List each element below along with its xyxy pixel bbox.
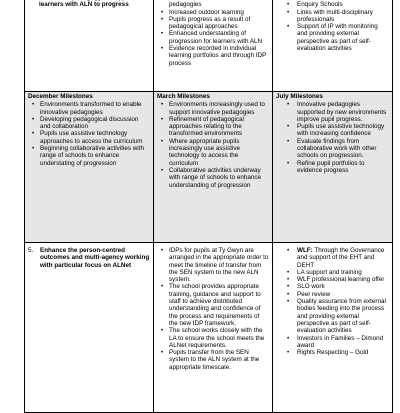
- list-item: • LA support and training: [276, 269, 389, 276]
- list-item: • Evidence recorded in individual learning portfolios and through IDP process: [157, 45, 269, 67]
- list-item: • Innovative pedagogies supported by new environments improve pupil progress.: [276, 101, 389, 123]
- list-item: • SLO work: [276, 283, 389, 290]
- list-item: • Quality assurance from external bodies feeding into the process and providing external perspective as part of self-evaluation activities: [276, 298, 389, 334]
- list-item: • Environments transformed to enable innovative pedagogies: [28, 101, 150, 116]
- list-item: • Pupils progress as a result of pedagogical approaches: [157, 16, 269, 31]
- december-milestones-heading: December Milestones: [28, 93, 93, 100]
- july-milestones-heading: July Milestones: [276, 93, 323, 100]
- objective-number: 5.: [28, 247, 34, 254]
- list-item: • Refinement of pedagogical approaches relating to the transformed environments: [157, 116, 269, 138]
- list-item: • Pupils use assistive technology approaches to access the curriculum: [28, 130, 150, 145]
- list-item: • Pupils transfer from the SEN system to the ALN system at the appropriate timescale.: [157, 349, 269, 371]
- list-item: • Links with multi-disciplinary professionals: [276, 9, 389, 24]
- resources-5-list: [276, 269, 389, 357]
- table-row: [25, 243, 393, 413]
- objective-text: learners with ALN to progress: [39, 1, 129, 9]
- list-item: • WLF professional learning offer: [276, 276, 389, 283]
- table-row: [25, 92, 393, 243]
- objective-cell: [25, 0, 154, 92]
- success-criteria-5-cell: [154, 243, 273, 413]
- list-item: • Support of IP with monitoring and providing external perspective as part of self-evaluation activities: [276, 23, 389, 52]
- list-item: • pedagogies: [157, 0, 269, 9]
- list-item: • Peer review: [276, 291, 389, 298]
- objective-5-cell: [25, 243, 154, 413]
- success-criteria-cell: [154, 0, 273, 92]
- list-item: • Rights Respecting – Gold: [276, 349, 389, 356]
- list-item: • Environments increasingly used to support innovative pedagogies: [157, 101, 269, 116]
- march-milestones-heading: March Milestones: [157, 93, 210, 100]
- plan-table: [24, 0, 393, 413]
- success-criteria-list: [157, 0, 269, 67]
- list-item: • Collaborative activities underway with range of schools to enhance understanding of progression: [157, 167, 269, 189]
- wlf-lead: WLF:: [297, 247, 313, 254]
- march-milestones-cell: [154, 92, 273, 243]
- resources-list: [276, 1, 389, 52]
- list-item: • Evaluate findings from collaborative work with other schools on progression.: [276, 138, 389, 160]
- july-milestones-cell: [273, 92, 393, 243]
- list-item: • Investors in Families – Dimond award: [276, 335, 389, 350]
- list-item: • The school works closely with the LA to ensure the school meets the ALNet requirements.: [157, 327, 269, 349]
- resources-5-lead-list: [276, 247, 389, 269]
- march-milestones-list: [157, 101, 269, 189]
- list-item: • Enquiry Schools: [276, 1, 389, 8]
- list-item: • Where appropriate pupils increasingly use assistive technology to access the curriculum: [157, 138, 269, 167]
- objective-5-text: Enhance the person-centred outcomes and multi-agency working with particular focus on ALNet: [40, 247, 150, 269]
- resources-5-cell: [273, 243, 393, 413]
- list-item: • The school provides appropriate training, guidance and support to staff to achieve distributed understanding and confidence of the process and requirements of the new IDP framework.: [157, 283, 269, 327]
- list-item: [276, 247, 389, 269]
- list-item: • Developing pedagogical discussion and collaboration: [28, 116, 150, 131]
- resources-cell: [273, 0, 393, 92]
- list-item: • Enhanced understanding of progression for learners with ALN: [157, 30, 269, 45]
- list-item: • Refine pupil portfolios to evidence progress: [276, 160, 389, 175]
- july-milestones-list: [276, 101, 389, 174]
- table-row: [25, 0, 393, 92]
- list-item: • Pupils use assistive technology with increasing confidence: [276, 123, 389, 138]
- list-item: • Increased outdoor learning: [157, 9, 269, 16]
- success-criteria-5-list: [157, 247, 269, 371]
- list-item: • Beginning collaborative activities with range of schools to enhance understating of progression: [28, 145, 150, 167]
- december-milestones-list: [28, 101, 150, 167]
- wlf-lead-rest: Through the Governance and support of the EHT and DEHT: [297, 247, 385, 269]
- list-item: • IDPs for pupils at Ty Gwyn are arranged in the appropriate order to meet the timeline of transfer from the SEN system to the new ALN system.: [157, 247, 269, 283]
- december-milestones-cell: [25, 92, 154, 243]
